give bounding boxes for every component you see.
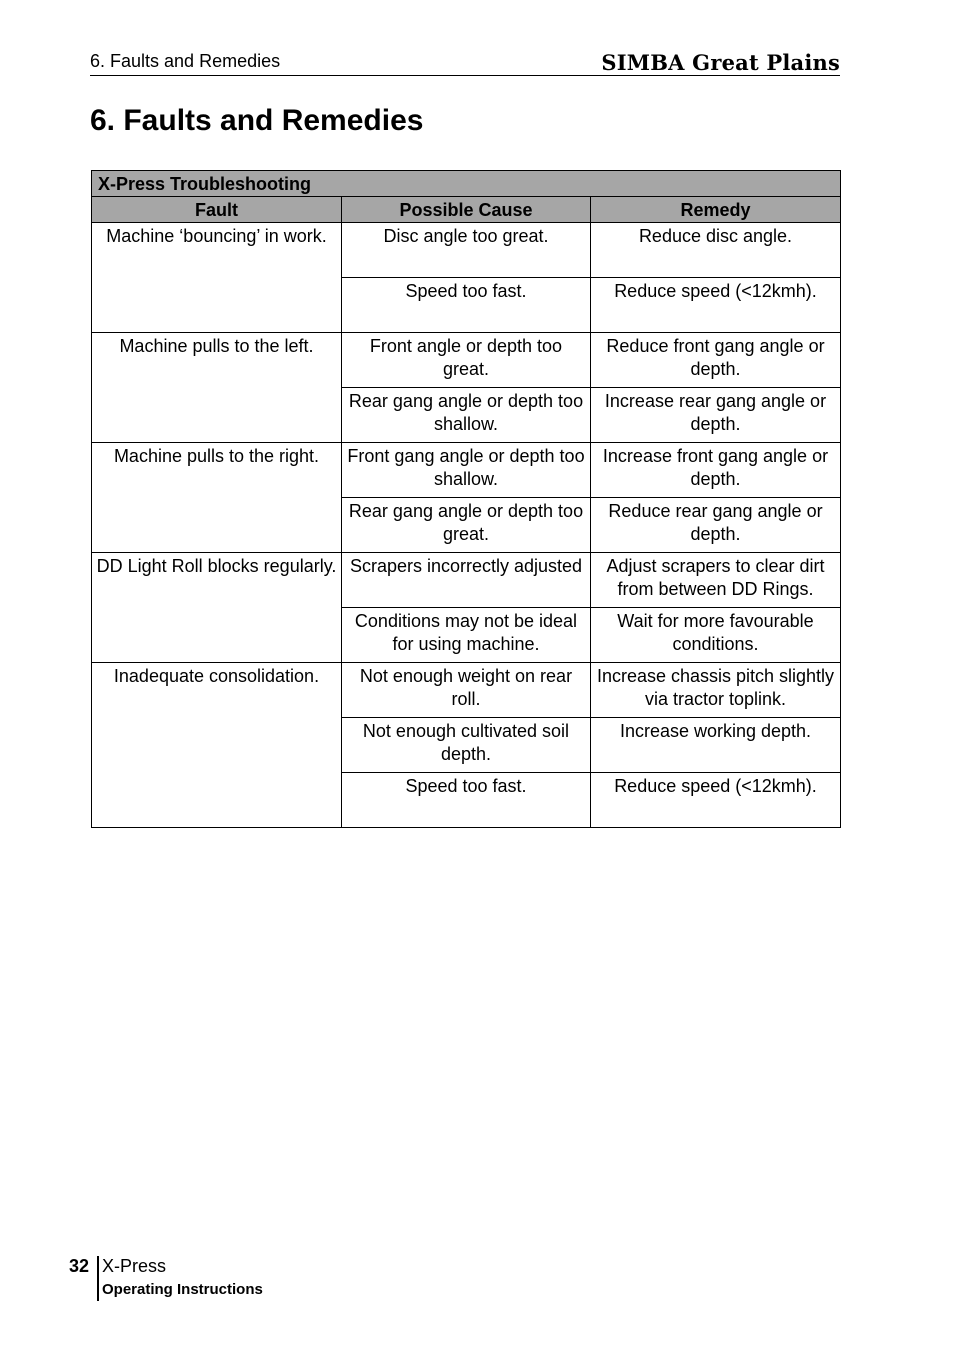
remedy-cell: Reduce speed (<12kmh). xyxy=(591,773,841,828)
footer-subtitle: Operating Instructions xyxy=(102,1281,263,1298)
cause-cell: Speed too fast. xyxy=(342,278,591,333)
page-title: 6. Faults and Remedies xyxy=(90,104,424,137)
cause-cell: Disc angle too great. xyxy=(342,223,591,278)
column-header-fault: Fault xyxy=(92,197,342,223)
remedy-cell: Increase working depth. xyxy=(591,718,841,773)
footer-product-name: X-Press xyxy=(102,1256,167,1276)
fault-cell: Inadequate consolidation. xyxy=(92,663,342,828)
remedy-cell: Adjust scrapers to clear dirt from between DD Rings. xyxy=(591,553,841,608)
remedy-cell: Increase front gang angle or depth. xyxy=(591,443,841,498)
remedy-cell: Reduce rear gang angle or depth. xyxy=(591,498,841,553)
column-header-remedy: Remedy xyxy=(591,197,841,223)
footer-divider xyxy=(97,1256,99,1301)
fault-cell: DD Light Roll blocks regularly. xyxy=(92,553,342,663)
cause-cell: Scrapers incorrectly adjusted xyxy=(342,553,591,608)
cause-cell: Not enough weight on rear roll. xyxy=(342,663,591,718)
remedy-cell: Reduce speed (<12kmh). xyxy=(591,278,841,333)
table-row xyxy=(92,443,841,498)
table-caption: X-Press Troubleshooting xyxy=(92,171,841,197)
remedy-cell: Increase rear gang angle or depth. xyxy=(591,388,841,443)
table-row xyxy=(92,333,841,388)
cause-cell: Rear gang angle or depth too shallow. xyxy=(342,388,591,443)
troubleshooting-table xyxy=(91,170,841,828)
running-header-section: 6. Faults and Remedies xyxy=(90,51,281,71)
brand-logo: SIMBA Great Plains xyxy=(601,50,840,75)
table-row xyxy=(92,553,841,608)
cause-cell: Front gang angle or depth too shallow. xyxy=(342,443,591,498)
cause-cell: Speed too fast. xyxy=(342,773,591,828)
table-row xyxy=(92,663,841,718)
page-number: 32 xyxy=(69,1256,90,1276)
fault-cell: Machine pulls to the right. xyxy=(92,443,342,553)
cause-cell: Rear gang angle or depth too great. xyxy=(342,498,591,553)
fault-cell: Machine ‘bouncing’ in work. xyxy=(92,223,342,333)
remedy-cell: Reduce front gang angle or depth. xyxy=(591,333,841,388)
remedy-cell: Reduce disc angle. xyxy=(591,223,841,278)
cause-cell: Front angle or depth too great. xyxy=(342,333,591,388)
header-divider xyxy=(90,75,840,76)
table-row xyxy=(92,223,841,278)
column-header-cause: Possible Cause xyxy=(342,197,591,223)
remedy-cell: Increase chassis pitch slightly via tractor toplink. xyxy=(591,663,841,718)
fault-cell: Machine pulls to the left. xyxy=(92,333,342,443)
remedy-cell: Wait for more favourable conditions. xyxy=(591,608,841,663)
cause-cell: Conditions may not be ideal for using machine. xyxy=(342,608,591,663)
cause-cell: Not enough cultivated soil depth. xyxy=(342,718,591,773)
